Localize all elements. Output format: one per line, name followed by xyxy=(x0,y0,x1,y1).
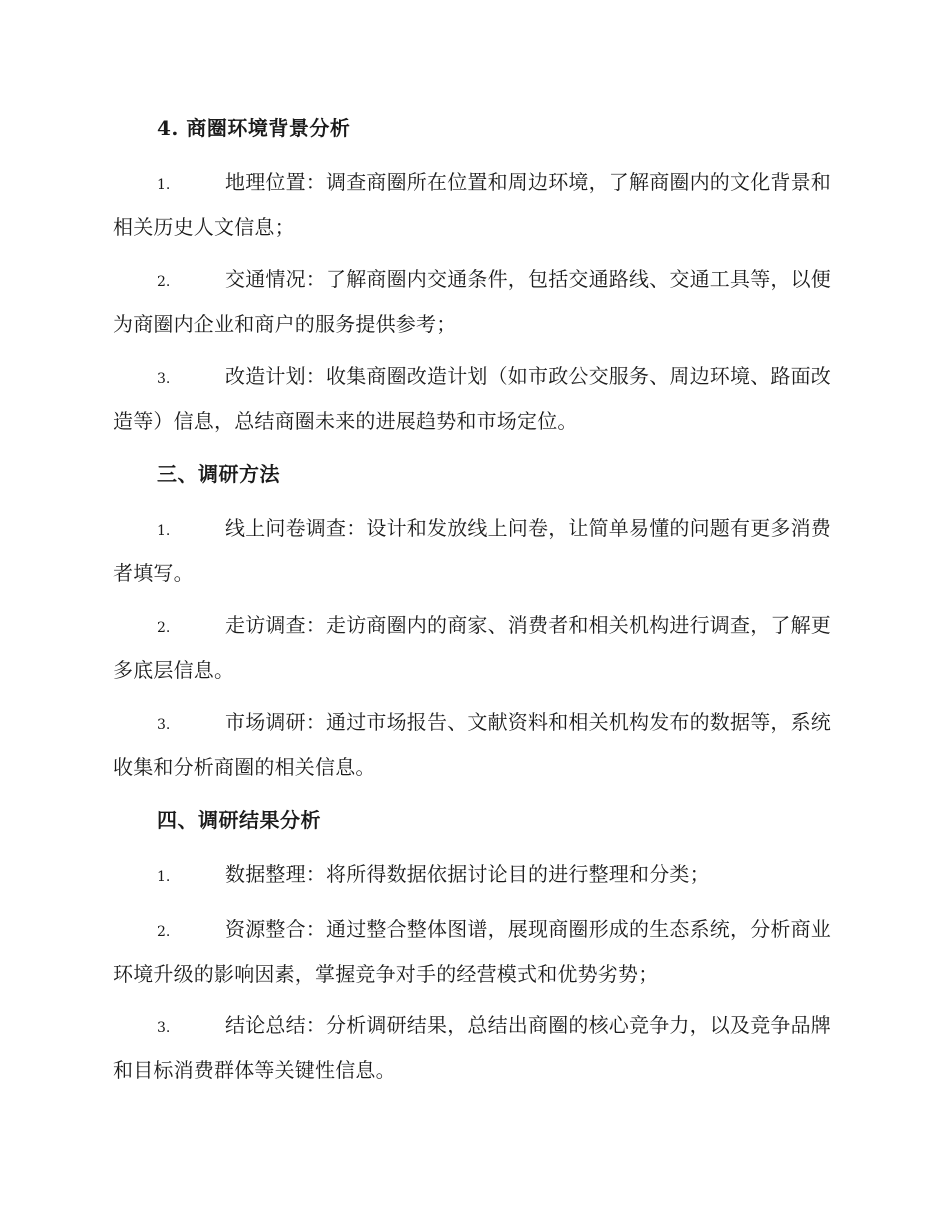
list-item xyxy=(113,355,838,442)
list-item-text: 走访调查：走访商圈内的商家、消费者和相关机构进行调查，了解更多底层信息。 xyxy=(113,613,831,682)
section-heading-research-methods: 三、调研方法 xyxy=(157,462,280,486)
list-item-number: 2. xyxy=(157,924,171,940)
list-item xyxy=(113,161,838,248)
list-item-text: 市场调研：通过市场报告、文献资料和相关机构发布的数据等，系统收集和分析商圈的相关信息。 xyxy=(113,710,831,779)
list-item-text: 改造计划：收集商圈改造计划（如市政公交服务、周边环境、路面改造等）信息，总结商圈未来的进展趋势和市场定位。 xyxy=(113,364,831,433)
list-item xyxy=(113,701,838,788)
list-item xyxy=(113,908,838,995)
list-item-text: 结论总结：分析调研结果，总结出商圈的核心竞争力，以及竞争品牌和目标消费群体等关键性信息。 xyxy=(113,1013,831,1082)
section-heading-results-analysis: 四、调研结果分析 xyxy=(157,808,321,832)
list-item xyxy=(113,258,838,345)
list-item xyxy=(113,1004,838,1091)
list-item-number: 2. xyxy=(157,274,171,290)
list-item-number: 1. xyxy=(157,177,171,193)
list-item-number: 1. xyxy=(157,869,171,885)
list-item-number: 3. xyxy=(157,1020,171,1036)
list-item-text: 线上问卷调查：设计和发放线上问卷，让简单易懂的问题有更多消费者填写。 xyxy=(113,516,831,585)
section-heading-background-analysis: 4. 商圈环境背景分析 xyxy=(157,116,351,140)
list-item-number: 3. xyxy=(157,717,171,733)
list-item-text: 地理位置：调查商圈所在位置和周边环境，了解商圈内的文化背景和相关历史人文信息； xyxy=(113,170,831,239)
list-item xyxy=(113,507,838,594)
list-item-text: 资源整合：通过整合整体图谱，展现商圈形成的生态系统，分析商业环境升级的影响因素，掌握竞争对手的经营模式和优势劣势； xyxy=(113,917,831,986)
list-item-number: 3. xyxy=(157,371,171,387)
list-item-text: 交通情况：了解商圈内交通条件，包括交通路线、交通工具等，以便为商圈内企业和商户的服务提供参考； xyxy=(113,267,831,336)
list-item xyxy=(113,853,838,898)
list-item-number: 2. xyxy=(157,620,171,636)
list-item-number: 1. xyxy=(157,523,171,539)
list-item-text: 数据整理：将所得数据依据讨论目的进行整理和分类； xyxy=(225,862,710,886)
list-item xyxy=(113,604,838,691)
